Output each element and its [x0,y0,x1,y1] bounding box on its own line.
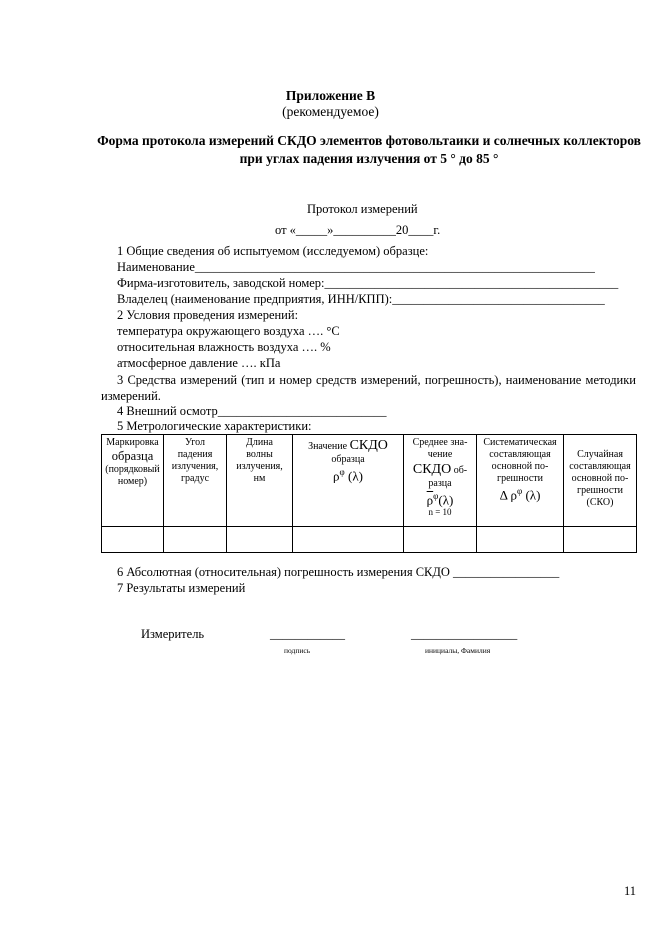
field-name: Наименование________________________________________________________________ [117,260,595,274]
name-line: _________________ [411,627,518,641]
section-6-text: 6 Абсолютная (относительная) погрешность измерения СКДО _________________ [117,565,560,579]
header-incidence-angle: Угол падения излучения, градус [164,435,227,527]
field-owner: Владелец (наименование предприятия, ИНН/КПП):__________________________________ [117,292,605,306]
header-mean-value: Среднее зна- чение СКДО об- разца $\overline{\rho}^\varphi(\lambda)$ n = 10 [404,435,477,527]
header-sample-value: Значение СКДО образца $\rho^\varphi$ (λ) [293,435,404,527]
signature-label: Измеритель [141,627,205,641]
table-cell [564,527,637,553]
protocol-title: Протокол измерений [307,202,418,216]
section-3-text: 3 Средства измерений (тип и номер средств измерений, погрешность), наименование методики измерений. [101,373,636,403]
header-sample-marking: Маркировка образца (порядковый номер) [102,435,164,527]
table-cell [227,527,293,553]
table-row [102,527,637,553]
name-caption: инициалы, Фамилия [425,646,491,655]
condition-pressure: атмосферное давление …. кПа [117,356,281,370]
signature-caption: подпись [284,646,311,655]
field-manufacturer: Фирма-изготовитель, заводской номер:_______________________________________________ [117,276,619,290]
table-cell [477,527,564,553]
section-1-heading: 1 Общие сведения об испытуемом (исследуемом) образце: [117,244,429,258]
condition-temperature: температура окружающего воздуха …. °С [117,324,340,338]
header-random-error: Случайная составляющая основной по- грешности (СКО) [564,435,637,527]
section-4-heading: 4 Внешний осмотр___________________________ [117,404,387,418]
header-wavelength: Длина волны излучения, нм [227,435,293,527]
signature-line: ____________ [270,627,345,641]
page-number: 11 [624,884,637,898]
table-cell [293,527,404,553]
section-2-heading: 2 Условия проведения измерений: [117,308,299,322]
table-cell [404,527,477,553]
table-header-row [102,435,637,527]
appendix-title: Приложение В [285,88,376,103]
appendix-status: (рекомендуемое) [282,104,379,119]
metrology-table [101,434,637,553]
condition-humidity: относительная влажность воздуха …. % [117,340,331,354]
table-cell [102,527,164,553]
header-systematic-error: Систематическая составляющая основной по- грешности Δ $\rho^\varphi$ (λ) [477,435,564,527]
section-5-heading: 5 Метрологические характеристики: [117,419,312,433]
protocol-date-line: от «_____»__________20____г. [275,223,441,237]
table-cell [164,527,227,553]
form-title: Форма протокола измерений СКДО элементов фотовольтаики и солнечных коллекторов при углах падения излучения от 5 ° до 85 ° [97,133,641,166]
section-7-heading: 7 Результаты измерений [117,581,246,595]
